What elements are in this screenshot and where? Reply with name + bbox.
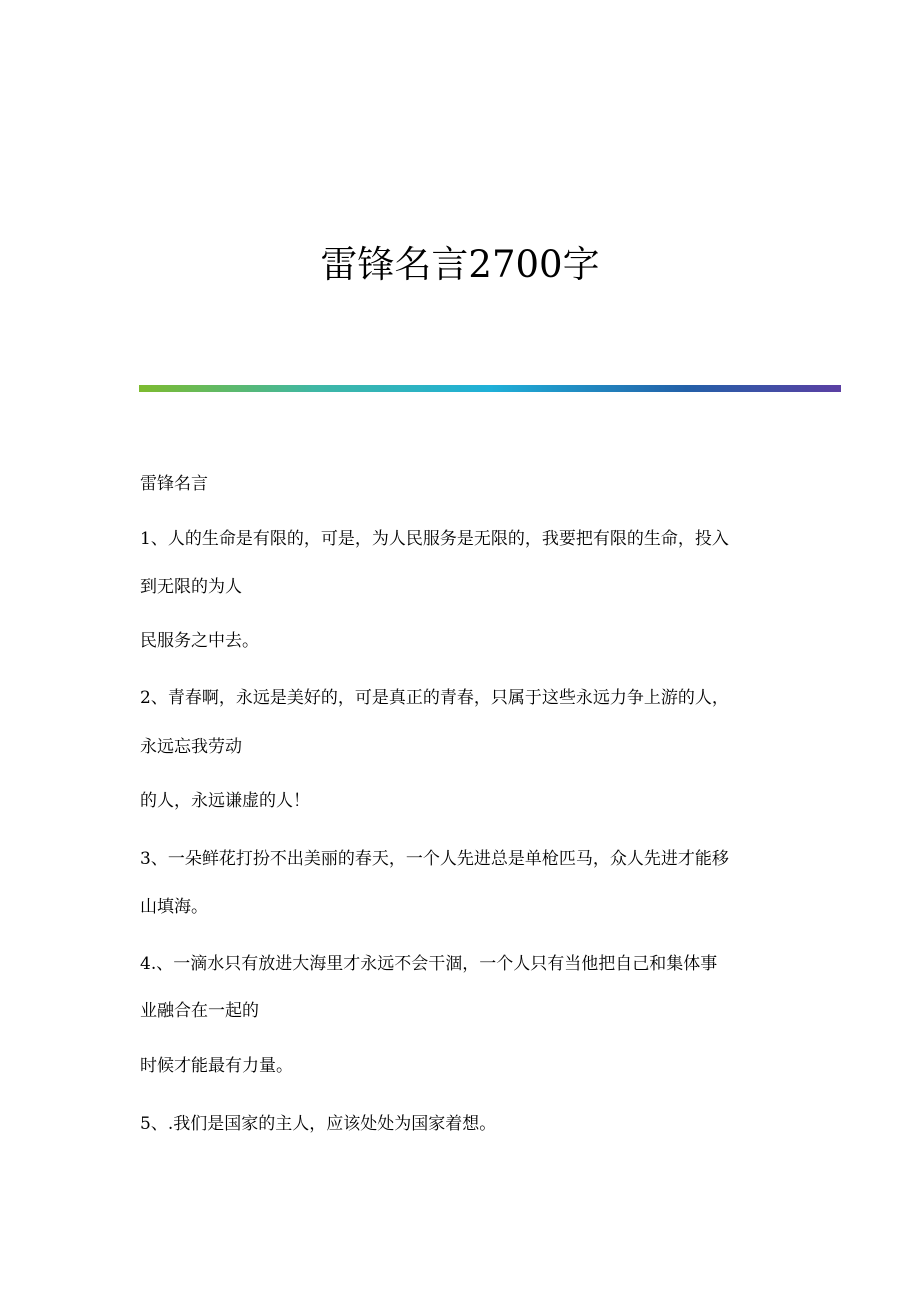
page-title: 雷锋名言2700字	[320, 242, 600, 286]
gradient-divider	[139, 385, 841, 392]
section-heading: 雷锋名言	[140, 474, 208, 494]
quote-line: 业融合在一起的	[140, 1001, 259, 1021]
quote-line: 3、一朵鲜花打扮不出美丽的春天，一个人先进总是单枪匹马，众人先进才能移	[140, 849, 729, 869]
quote-line: 到无限的为人	[140, 577, 242, 597]
quote-line: 的人，永远谦虚的人！	[140, 791, 310, 811]
quote-line: 民服务之中去。	[140, 631, 259, 651]
quote-line: 山填海。	[140, 897, 208, 917]
quote-line: 5、.我们是国家的主人，应该处处为国家着想。	[140, 1114, 497, 1134]
quote-line: 4.、一滴水只有放进大海里才永远不会干涸，一个人只有当他把自己和集体事	[140, 954, 718, 974]
quote-line: 1、人的生命是有限的，可是，为人民服务是无限的，我要把有限的生命，投入	[140, 529, 729, 549]
quote-line: 时候才能最有力量。	[140, 1056, 293, 1076]
quote-line: 2、青春啊，永远是美好的，可是真正的青春，只属于这些永远力争上游的人，	[140, 688, 729, 708]
quote-line: 永远忘我劳动	[140, 737, 242, 757]
